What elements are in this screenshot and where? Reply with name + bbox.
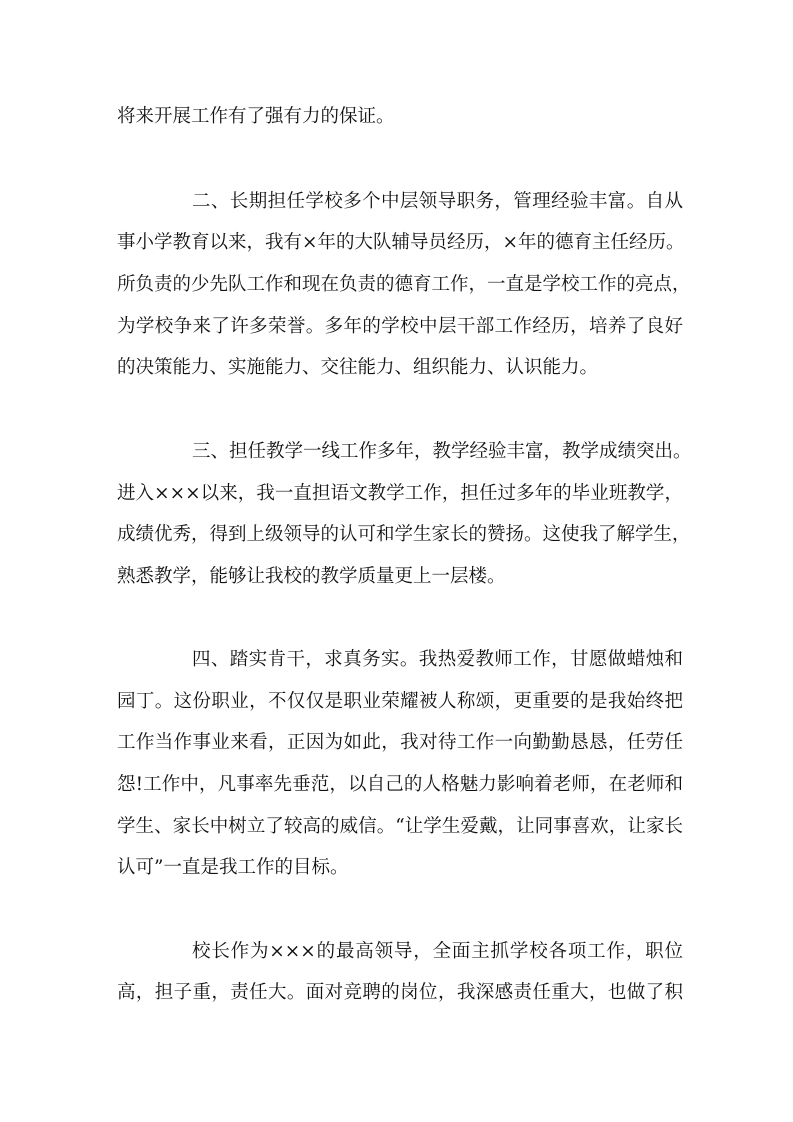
text-line: 为学校争来了许多荣誉。多年的学校中层干部工作经历，培养了良好: [117, 316, 683, 337]
text-line: 工作当作事业来看，正因为如此，我对待工作一向勤勤恳恳，任劳任: [117, 732, 683, 753]
text-line: 二、长期担任学校多个中层领导职务，管理经验丰富。自从: [192, 191, 683, 212]
text-line: 高，担子重，责任大。面对竞聘的岗位，我深感责任重大，也做了积: [117, 982, 683, 1003]
text-line: 进入×××以来，我一直担语文教学工作，担任过多年的毕业班教学，: [117, 483, 683, 504]
text-line: 事小学教育以来，我有×年的大队辅导员经历，×年的德育主任经历。: [117, 232, 685, 253]
text-line: 的决策能力、实施能力、交往能力、组织能力、认识能力。: [117, 357, 599, 378]
text-line: 熟悉教学，能够让我校的教学质量更上一层楼。: [117, 566, 506, 587]
text-line: 校长作为×××的最高领导，全面主抓学校各项工作，职位: [192, 941, 683, 962]
text-line: 学生、家长中树立了较高的威信。“让学生爱戴，让同事喜欢，让家长: [117, 816, 683, 837]
text-line: 四、踏实肯干，求真务实。我热爱教师工作，甘愿做蜡烛和: [192, 649, 683, 670]
text-line: 认可”一直是我工作的目标。: [117, 857, 349, 878]
text-line: 将来开展工作有了强有力的保证。: [117, 106, 395, 127]
text-line: 所负责的少先队工作和现在负责的德育工作，一直是学校工作的亮点，: [117, 274, 691, 295]
text-line: 成绩优秀，得到上级领导的认可和学生家长的赞扬。这使我了解学生，: [117, 524, 691, 545]
text-line: 园丁。这份职业，不仅仅是职业荣耀被人称颂，更重要的是我始终把: [117, 691, 683, 712]
text-line: 三、担任教学一线工作多年，教学经验丰富，教学成绩突出。: [192, 441, 692, 462]
text-line: 怨!工作中，凡事率先垂范，以自己的人格魅力影响着老师，在老师和: [117, 774, 683, 795]
